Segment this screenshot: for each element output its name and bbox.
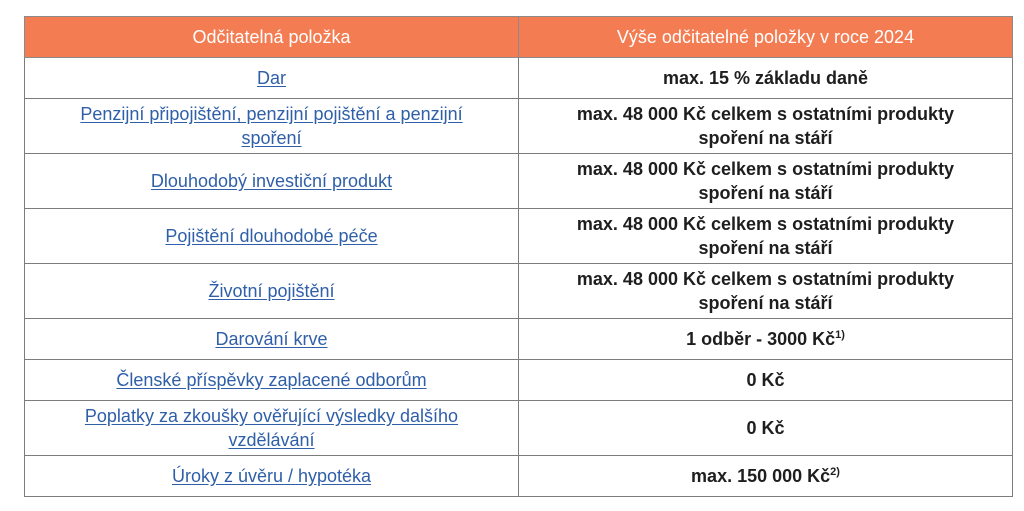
row-value-cell (519, 401, 1013, 456)
row-item-cell (25, 456, 519, 497)
row-item-link[interactable]: Pojištění dlouhodobé péče (165, 226, 378, 246)
row-item-cell (25, 58, 519, 99)
row-item-link[interactable]: Dar (256, 68, 286, 88)
table-row (25, 58, 1013, 99)
header-row (25, 17, 1013, 58)
row-value: max. 48 000 Kč celkem s ostatními produkty spoření na stáří (576, 159, 955, 203)
row-value-cell (519, 264, 1013, 319)
row-value: max. 15 % základu daně (662, 68, 869, 88)
header-item: Odčitatelná položka (25, 17, 519, 58)
row-item-cell (25, 401, 519, 456)
row-item-cell (25, 99, 519, 154)
row-value: max. 48 000 Kč celkem s ostatními produkty spoření na stáří (576, 104, 955, 148)
row-item-cell (25, 360, 519, 401)
row-item-link[interactable]: Poplatky za zkoušky ověřující výsledky dalšího vzdělávání (84, 406, 459, 450)
row-value-cell (519, 58, 1013, 99)
row-item-cell (25, 209, 519, 264)
row-value-cell (519, 154, 1013, 209)
row-item-cell (25, 154, 519, 209)
table-row (25, 401, 1013, 456)
row-value-cell (519, 319, 1013, 360)
row-value: max. 48 000 Kč celkem s ostatními produkty spoření na stáří (576, 269, 955, 313)
header-value: Výše odčitatelné položky v roce 2024 (519, 17, 1013, 58)
row-item-cell (25, 319, 519, 360)
table-row (25, 456, 1013, 497)
table-row (25, 154, 1013, 209)
row-value: 0 Kč (746, 418, 785, 438)
row-value: max. 150 000 Kč (691, 466, 831, 486)
table-row (25, 99, 1013, 154)
row-value: max. 48 000 Kč celkem s ostatními produkty spoření na stáří (576, 214, 955, 258)
footnote-marker: 1) (835, 329, 845, 341)
row-value-cell (519, 209, 1013, 264)
table-row (25, 319, 1013, 360)
row-value-cell (519, 456, 1013, 497)
row-item-link[interactable]: Členské příspěvky zaplacené odborům (116, 370, 427, 390)
row-item-link[interactable]: Úroky z úvěru / hypotéka (171, 466, 372, 486)
row-item-cell (25, 264, 519, 319)
deductions-table (24, 16, 1013, 497)
row-value: 0 Kč (746, 370, 785, 390)
table-row (25, 264, 1013, 319)
table-row (25, 209, 1013, 264)
row-item-link[interactable]: Penzijní připojištění, penzijní pojištění a penzijní spoření (80, 104, 463, 148)
row-item-link[interactable]: Dlouhodobý investiční produkt (150, 171, 393, 191)
footnote-marker: 2) (830, 466, 840, 478)
table-row (25, 360, 1013, 401)
row-value: 1 odběr - 3000 Kč (686, 329, 836, 349)
row-value-cell (519, 360, 1013, 401)
row-item-link[interactable]: Darování krve (215, 329, 328, 349)
row-item-link[interactable]: Životní pojištění (208, 281, 335, 301)
row-value-cell (519, 99, 1013, 154)
